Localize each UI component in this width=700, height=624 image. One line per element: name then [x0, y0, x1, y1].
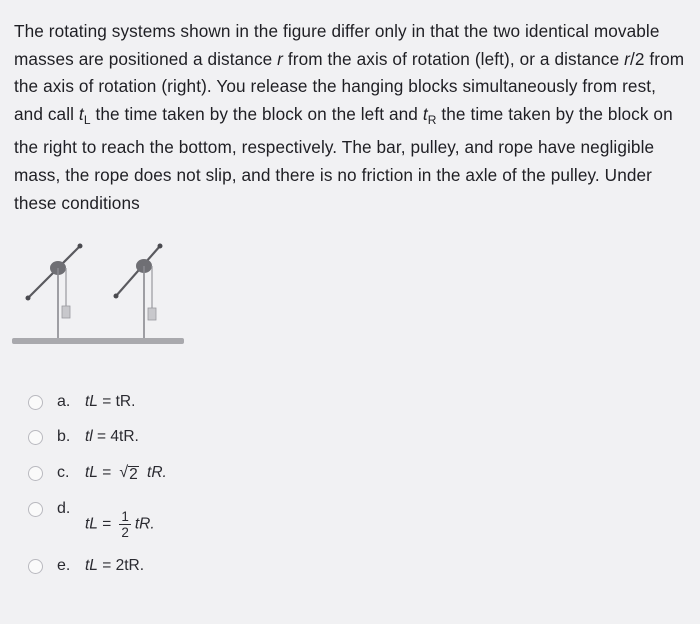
- option-letter: e.: [57, 557, 71, 574]
- left-system: [26, 244, 83, 339]
- option-answer: tL = √ 2 tR.: [85, 463, 167, 483]
- sqrt-symbol: √ 2: [119, 463, 138, 483]
- option-answer: tL = 2tR.: [85, 557, 145, 574]
- rotating-systems-figure: [12, 238, 184, 350]
- option-letter: a.: [57, 393, 71, 410]
- radio-c[interactable]: [28, 466, 43, 481]
- option-b[interactable]: [28, 424, 139, 450]
- option-answer: tL = tR.: [85, 393, 136, 410]
- option-letter: b.: [57, 428, 71, 445]
- option-answer: tL = $\frac{1}{2}$ tR.: [85, 508, 155, 540]
- option-c[interactable]: [28, 460, 167, 486]
- fraction: $\frac{1}{2}$: [121, 508, 129, 540]
- option-e[interactable]: [28, 553, 144, 579]
- radio-a[interactable]: [28, 395, 43, 410]
- option-a[interactable]: [28, 389, 135, 415]
- radio-b[interactable]: [28, 430, 43, 445]
- option-letter: d.: [57, 500, 71, 517]
- question-text: The rotating systems shown in the figure differ only in that the two identical movable masses are positioned a distance r from the axis of rotation (left), or a distance r/2 from the axis of rotation (right). You release the hanging blocks simultaneously from rest, and call $t_L$ the time taken by the block on the left and $t_R$ the time taken by the block on the right to reach the bottom, respectively. The bar, pulley, and rope have negligible mass, the rope does not slip, and there is no friction in the axle of the pulley. Under these conditions: [14, 21, 685, 213]
- radio-e[interactable]: [28, 559, 43, 574]
- right-system: [114, 244, 163, 339]
- option-letter: c.: [57, 464, 70, 481]
- option-d[interactable]: [28, 500, 155, 540]
- rotating-systems-diagram: [12, 238, 184, 350]
- radio-d[interactable]: [28, 502, 43, 517]
- option-answer: tl = 4tR.: [85, 428, 139, 445]
